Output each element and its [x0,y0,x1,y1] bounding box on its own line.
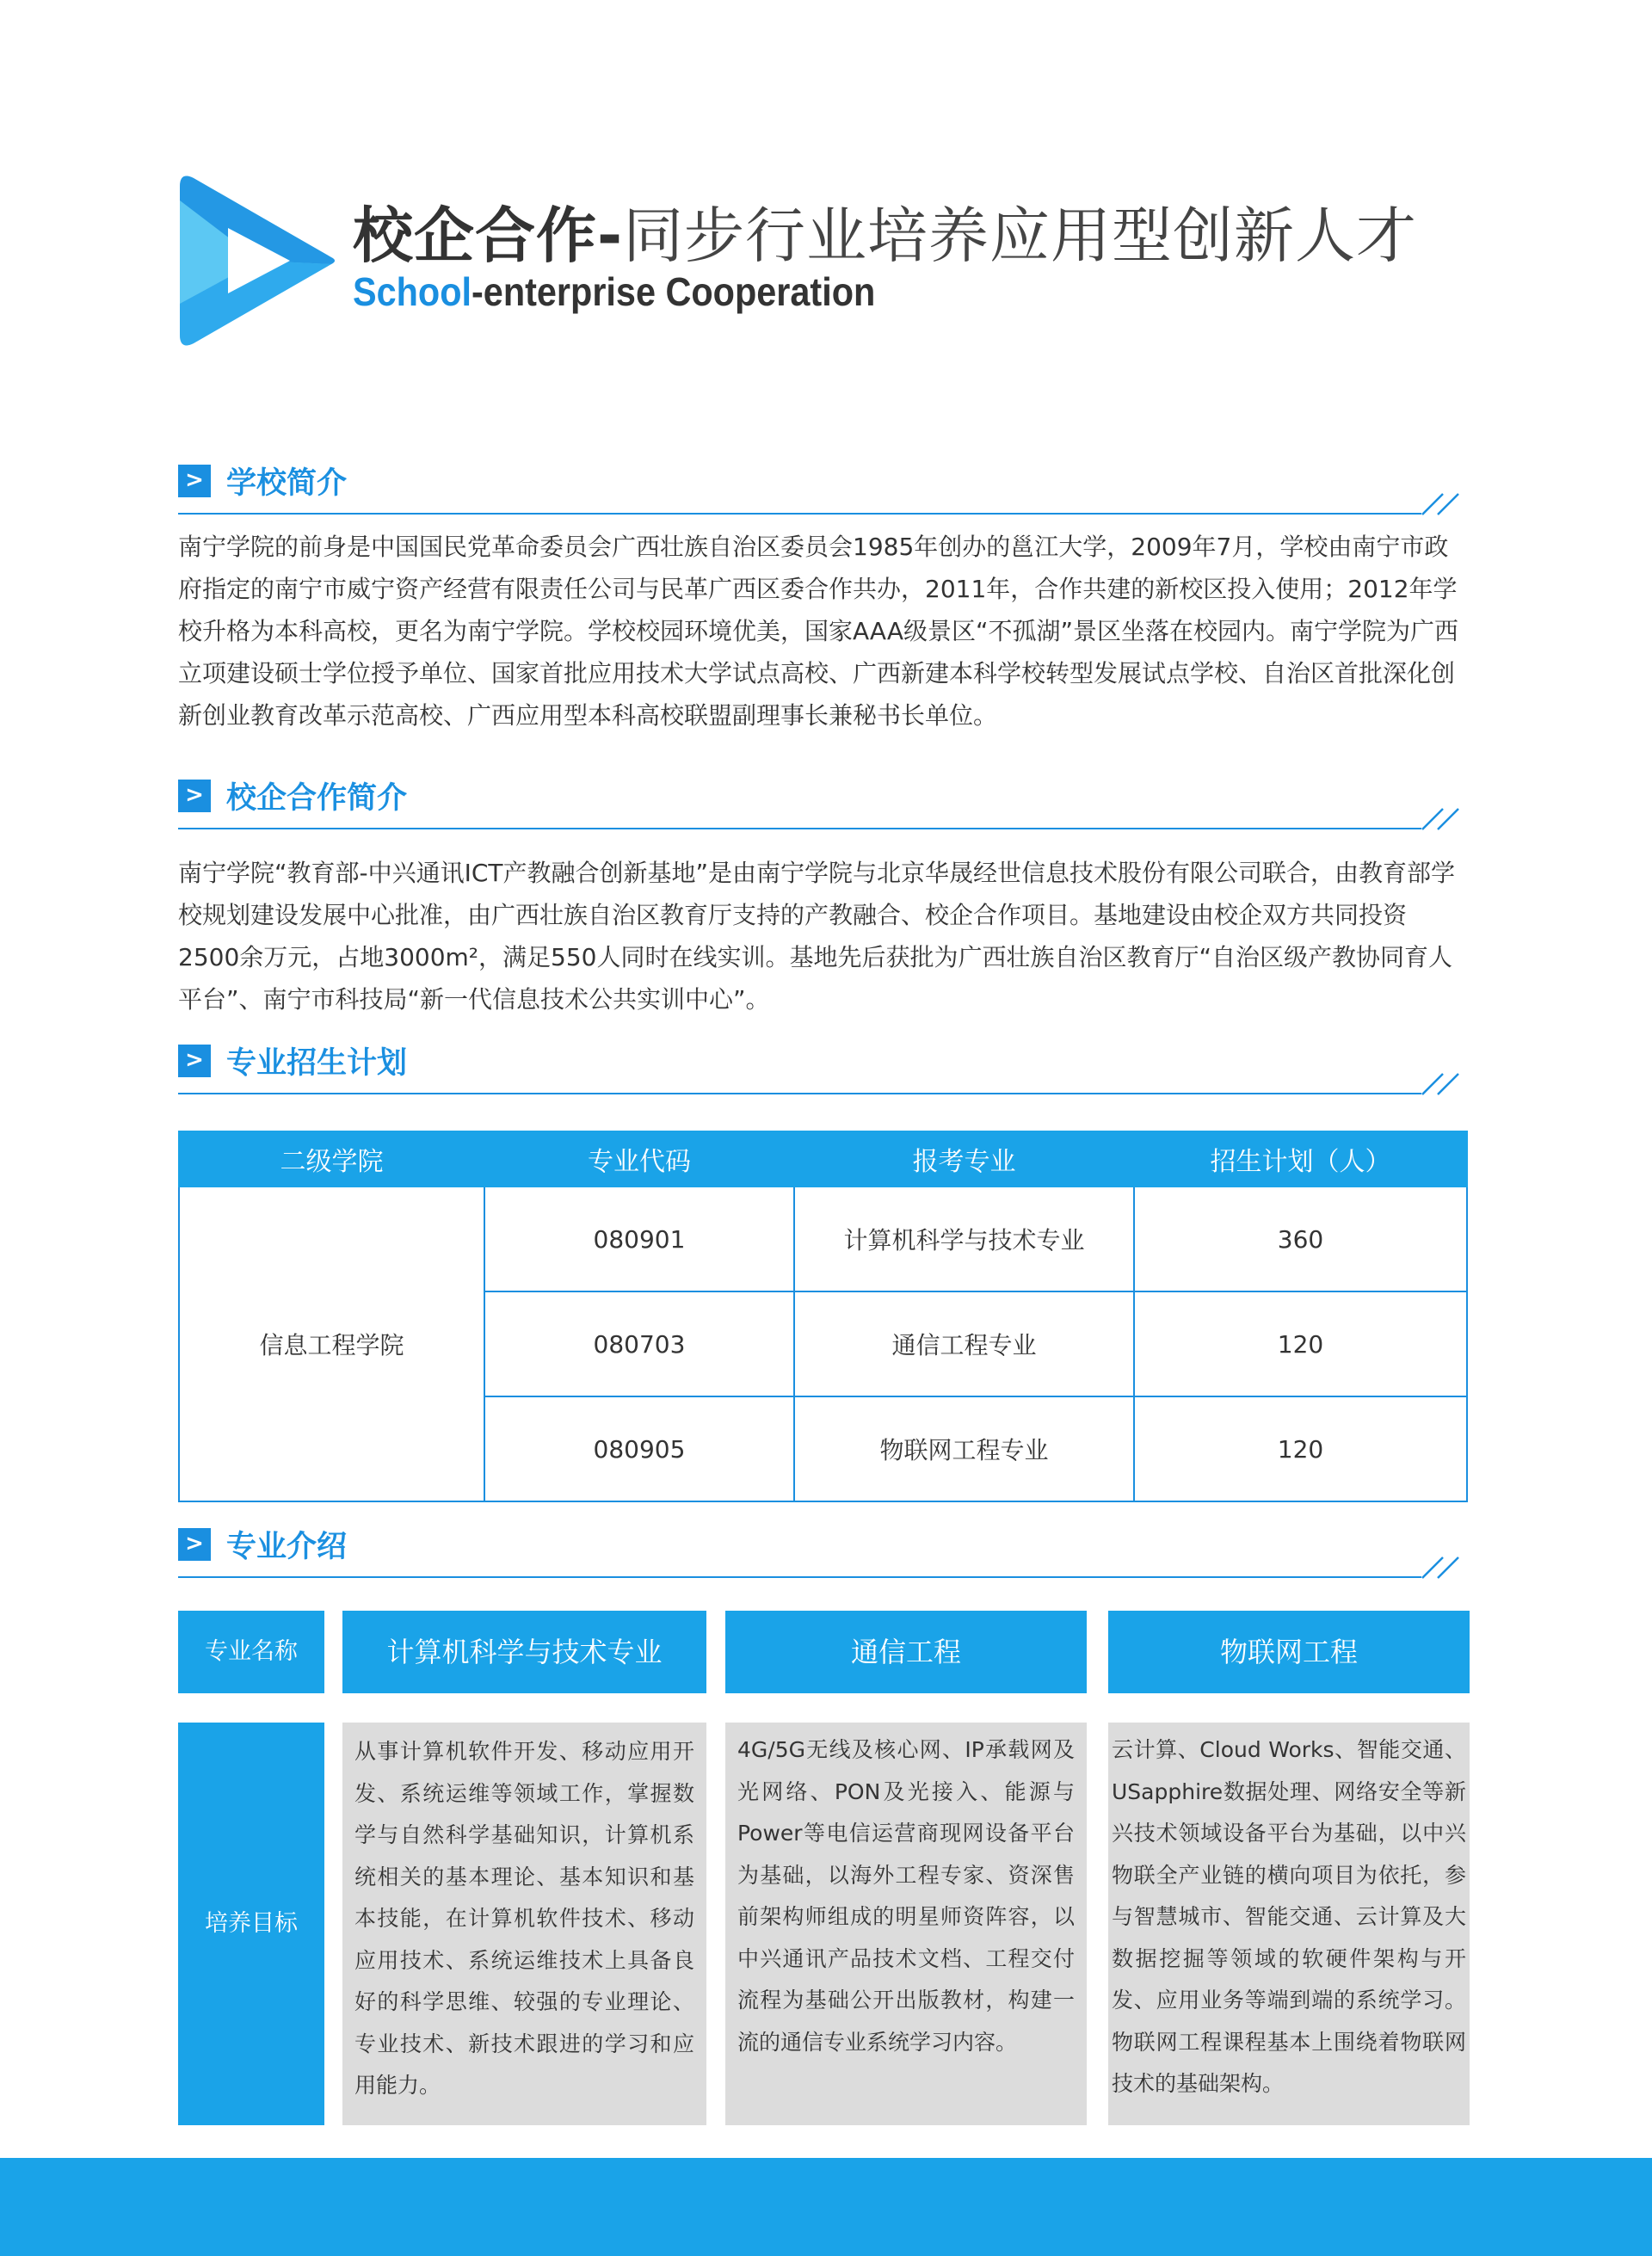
title-rest-part: 同步行业培养应用型创新人才 [623,200,1418,271]
label-major-name: 专业名称 [178,1611,324,1693]
section-title: 学校简介 [226,466,348,501]
section-header-coop-intro [178,778,1469,855]
plan-cell: 120 [1134,1291,1467,1396]
school-intro-text: 南宁学院的前身是中国国民党革命委员会广西壮族自治区委员会1985年创办的邕江大学，2009年7月，学校由南宁市政府指定的南宁市威宁资产经营有限责任公司与民革广西区委合作共办，2011年，合作共建的新校区投入使用；2012年学校升格为本科高校，更名为南宁学院。学校校园环境优美，国家AAA级景区“不孤湖”景区坐落在校园内。南宁学院为广西立项建设硕士学位授予单位、国家首批应用技术大学试点高校、广西新建本科学校转型发展试点学校、自治区首批深化创新创业教育改革示范高校、广西应用型本科高校联盟副理事长兼秘书长单位。 [178,533,1459,730]
footer-bar [0,2158,1652,2256]
column-header: 二级学院 [179,1131,484,1187]
title-bold-part: 校企合作- [353,200,624,271]
goal-text-iot: 云计算、Cloud Works、智能交通、USapphire数据处理、网络安全等新兴技术领域设备平台为基础，以中兴物联全产业链的横向项目为依托，参与智慧城市、智能交通、云计算及大数据挖掘等领域的软硬件架构与开发、应用业务等端到端的系统学习。物联网工程课程基本上围绕着物联网技术的基础架构。 [1108,1723,1470,2125]
major-name-cs: 计算机科学与技术专业 [342,1611,706,1693]
section-title: 专业介绍 [226,1530,348,1564]
goal-text-cs: 从事计算机软件开发、移动应用开发、系统运维等领域工作，掌握数学与自然科学基础知识，计算机系统相关的基本理论、基本知识和基本技能，在计算机软件技术、移动应用技术、系统运维技术上具备良好的科学思维、较强的专业理论、专业技术、新技术跟进的学习和应用能力。 [342,1723,706,2125]
plan-cell: 360 [1134,1187,1467,1291]
college-cell: 信息工程学院 [179,1187,484,1501]
chevron-right-icon: > [178,465,211,497]
section-header-major-intro [178,1526,1469,1604]
column-header: 招生计划（人） [1134,1131,1467,1187]
chevron-right-icon: > [178,780,211,812]
label-training-goal: 培养目标 [178,1723,324,2125]
code-cell: 080901 [484,1187,794,1291]
goal-text-telecom: 4G/5G无线及核心网、IP承载网及光网络、PON及光接入、能源与Power等电信运营商现网设备平台为基础，以海外工程专家、资深售前架构师组成的明星师资阵容，以中兴通讯产品技术文档、工程交付流程为基础公开出版教材，构建一流的通信专业系统学习内容。 [725,1723,1087,2125]
major-cell: 通信工程专业 [794,1291,1134,1396]
column-header: 报考专业 [794,1131,1134,1187]
double-slash-icon [1417,492,1477,516]
page-title [353,188,1417,274]
major-cell: 计算机科学与技术专业 [794,1187,1134,1291]
double-slash-icon [1417,1556,1477,1580]
play-logo-icon [176,175,340,347]
divider [178,513,1421,515]
section-header-enroll-plan [178,1043,1469,1120]
enroll-plan-table [178,1131,1468,1502]
code-cell: 080905 [484,1396,794,1501]
major-name-iot: 物联网工程 [1108,1611,1470,1693]
column-header: 专业代码 [484,1131,794,1187]
chevron-right-icon: > [178,1528,211,1561]
table-header-row [179,1131,1467,1187]
subtitle-highlight: School [353,269,472,314]
coop-intro-text: 南宁学院“教育部-中兴通讯ICT产教融合创新基地”是由南宁学院与北京华晟经世信息技术股份有限公司联合，由教育部学校规划建设发展中心批准，由广西壮族自治区教育厅支持的产教融合、校企合作项目。基地建设由校企双方共同投资2500余万元，占地3000m²，满足550人同时在线实训。基地先后获批为广西壮族自治区教育厅“自治区级产教协同育人平台”、南宁市科技局“新一代信息技术公共实训中心”。 [178,859,1456,1014]
chevron-right-icon: > [178,1045,211,1077]
plan-cell: 120 [1134,1396,1467,1501]
divider [178,1576,1421,1578]
section-title: 校企合作简介 [226,781,408,816]
double-slash-icon [1417,807,1477,831]
page-subtitle-en [353,268,875,315]
code-cell: 080703 [484,1291,794,1396]
divider [178,828,1421,829]
major-cell: 物联网工程专业 [794,1396,1134,1501]
table-row [179,1187,1467,1291]
section-title: 专业招生计划 [226,1046,408,1081]
subtitle-rest: -enterprise Cooperation [472,269,876,314]
double-slash-icon [1417,1072,1477,1096]
divider [178,1093,1421,1094]
major-name-telecom: 通信工程 [725,1611,1087,1693]
